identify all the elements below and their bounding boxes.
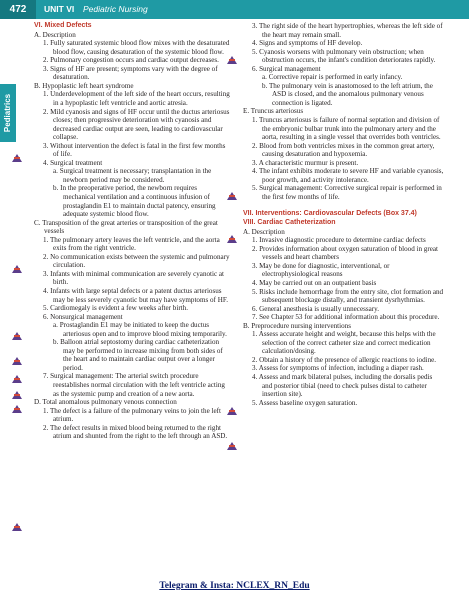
side-tab-label: Pediatrics	[3, 93, 12, 133]
right-column	[243, 22, 444, 407]
list-item: 6. Surgical management	[252, 64, 321, 73]
list-item: a. Corrective repair is performed in early infancy.	[262, 73, 403, 82]
list-item: C. Transposition of the great arteries or transposition of the great vessels	[34, 218, 218, 236]
section-heading: VI. Mixed Defects	[34, 22, 92, 29]
list-item: 6. General anesthesia is usually unnecessary.	[252, 304, 379, 313]
list-item: 3. May be done for diagnostic, interventional, or electrophysiological reasons	[252, 261, 390, 279]
list-item: 4. The infant exhibits moderate to severe HF and variable cyanosis, poor growth, and activity intolerance.	[252, 167, 444, 184]
list-item: 2. Pulmonary congestion occurs and cardiac output decreases.	[43, 56, 219, 65]
list-item: 6. Nonsurgical management	[43, 312, 123, 321]
list-item: 2. Provides information about oxygen saturation of blood in great vessels and heart chambers	[252, 244, 438, 262]
priority-marker-icon	[12, 265, 22, 273]
list-item: 2. Blood from both ventricles mixes in the common great artery, causing desaturation and hypoxemia.	[252, 141, 435, 159]
list-item: 2. Mild cyanosis and signs of HF occur until the ductus arteriosus closes; then progressive deterioration with cyanosis and decreased cardiac output are seen, leading to cardiovascular collapse.	[43, 107, 230, 142]
priority-marker-icon	[12, 332, 22, 340]
list-item: 5. Cyanosis worsens with pulmonary vein obstruction; when obstruction occurs, the infant's condition deteriorates rapidly.	[252, 47, 436, 65]
footer-credit: Telegram & Insta: NCLEX_RN_Edu	[159, 581, 310, 591]
list-item: 1. The defect is a failure of the pulmonary veins to join the left atrium.	[43, 406, 221, 424]
list-item: 4. Surgical treatment	[43, 158, 103, 167]
list-item: 3. Without intervention the defect is fatal in the first few months of life.	[43, 141, 226, 159]
section-side-tab	[0, 84, 16, 142]
priority-marker-icon	[12, 405, 22, 413]
unit-title: Pediatric Nursing	[83, 4, 148, 14]
priority-marker-icon	[12, 357, 22, 365]
list-item: 2. No communication exists between the systemic and pulmonary circulation.	[43, 252, 230, 270]
left-column	[34, 22, 231, 441]
list-item: 4. Infants with large septal defects or a patent ductus arteriosus may be less severely cyanotic but may have symptoms of HF.	[43, 287, 228, 304]
list-item: B. Preprocedure nursing interventions	[243, 321, 351, 330]
list-item: B. Hypoplastic left heart syndrome	[34, 81, 134, 90]
list-item: 1. The pulmonary artery leaves the left ventricle, and the aorta exits from the right ventricle.	[43, 235, 220, 253]
section-heading: VIII. Cardiac Catheterization	[243, 219, 336, 227]
priority-marker-icon	[227, 442, 237, 450]
list-item: a. Surgical treatment is necessary; transplantation in the newborn period may be considered.	[53, 167, 212, 184]
list-item: 5. Surgical management: Corrective surgical repair is performed in the first few months of life.	[252, 184, 442, 201]
list-item: 3. Infants with minimal communication are severely cyanotic at birth.	[43, 269, 225, 287]
section-heading: VII. Interventions: Cardiovascular Defects (Box 37.4)	[243, 210, 417, 218]
list-item: 1. Truncus arteriosus is failure of normal septation and division of the embryonic bulbar trunk into the pulmonary artery and the aorta, resulting in a single vessel that overrides both ventricles.	[252, 116, 441, 142]
list-item: b. The pulmonary vein is anastomosed to the left atrium, the ASD is closed, and the anomalous pulmonary venous connection is ligated.	[262, 81, 433, 107]
priority-marker-icon	[12, 154, 22, 162]
list-item: 1. Fully saturated systemic blood flow mixes with the desaturated blood flow, causing desaturation of the systemic blood flow.	[43, 39, 230, 56]
page-number: 472	[0, 0, 36, 19]
list-item: 4. Assess and mark bilateral pulses, including the dorsalis pedis and posterior tibial (need to check pulses distal to catheter insertion site).	[252, 372, 433, 399]
list-item: 5. Risks include hemorrhage from the entry site, clot formation and subsequent blockage distally, and transient dysrhythmias.	[252, 287, 444, 305]
list-item: b. Balloon atrial septostomy during cardiac catheterization may be performed to increase mixing from both sides of the heart and to maintain cardiac output over a longer period.	[53, 338, 223, 372]
list-item: 1. Invasive diagnostic procedure to determine cardiac defects	[252, 236, 426, 245]
priority-marker-icon	[12, 391, 22, 399]
list-item: D. Total anomalous pulmonary venous connection	[34, 398, 177, 407]
list-item: E. Truncus arteriosus	[243, 107, 304, 116]
list-item: 2. The defect results in mixed blood being returned to the right atrium and shunted from the right to the left through an ASD.	[43, 423, 228, 441]
list-item: 3. A characteristic murmur is present.	[252, 158, 359, 167]
list-item: 1. Underdevelopment of the left side of the heart occurs, resulting in a hypoplastic left ventricle and aortic atresia.	[43, 90, 230, 107]
spacer	[243, 201, 444, 210]
page-header	[0, 0, 469, 19]
list-item: 3. Signs of HF are present; symptoms vary with the degree of desaturation.	[43, 64, 218, 82]
list-item: A. Description	[34, 30, 76, 39]
list-item: 1. Assess accurate height and weight, because this helps with the selection of the correct catheter size and correct medication calculation/dosing.	[252, 330, 436, 356]
list-item: 5. Cardiomegaly is evident a few weeks after birth.	[43, 304, 188, 313]
list-item: 5. Assess baseline oxygen saturation.	[252, 398, 358, 407]
list-item: A. Description	[243, 227, 285, 236]
list-item: 2. Obtain a history of the presence of allergic reactions to iodine.	[252, 355, 437, 364]
unit-label: UNIT VI	[44, 4, 75, 14]
list-item: 7. Surgical management: The arterial switch procedure reestablishes normal circulation with the left ventricle acting as the systemic pump and creation of a new aorta.	[43, 372, 225, 398]
priority-marker-icon	[12, 523, 22, 531]
list-item: 4. May be carried out on an outpatient basis	[252, 278, 377, 287]
list-item: 3. The right side of the heart hypertrophies, whereas the left side of the heart may remain small.	[252, 22, 443, 39]
list-item: 7. See Chapter 53 for additional information about this procedure.	[252, 313, 440, 322]
list-item: a. Prostaglandin E1 may be initiated to keep the ductus arteriosus open and to improve blood mixing temporarily.	[53, 321, 227, 338]
list-item: 4. Signs and symptoms of HF develop.	[252, 39, 363, 48]
list-item: 3. Assess for symptoms of infection, including a diaper rash.	[252, 364, 424, 373]
priority-marker-icon	[12, 375, 22, 383]
list-item: b. In the preoperative period, the newborn requires mechanical ventilation and a continuous infusion of prostaglandin E1 to maintain ductal patency, ensuring adequate systemic blood flow.	[53, 184, 216, 219]
